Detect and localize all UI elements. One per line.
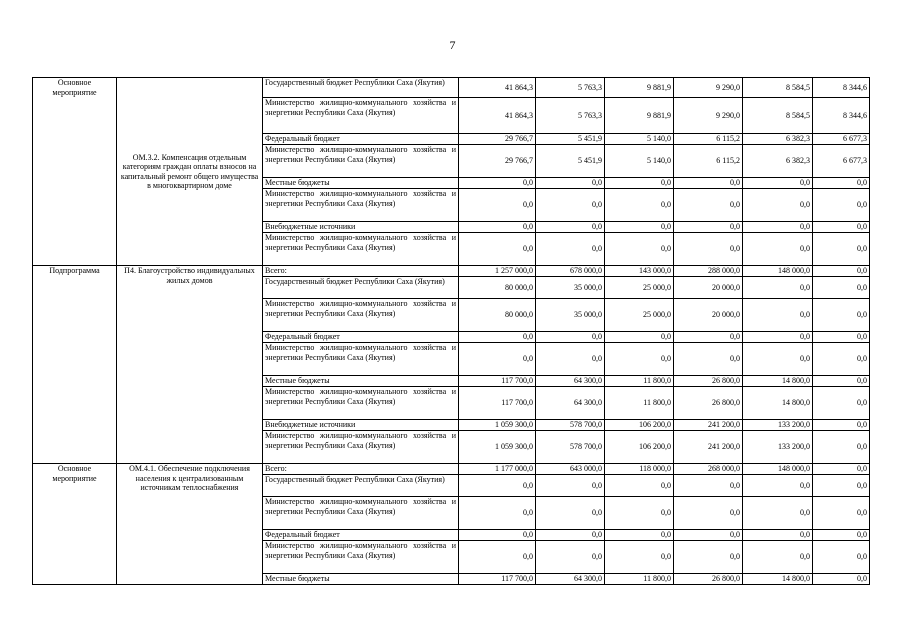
funding-source-cell: Федеральный бюджет — [263, 332, 459, 343]
amount-cell: 288 000,0 — [674, 266, 743, 277]
amount-cell: 5 140,0 — [605, 145, 674, 178]
funding-source-cell: Министерство жилищно-коммунального хозяйства и энергетики Республики Саха (Якутия) — [263, 189, 459, 222]
amount-cell: 0,0 — [459, 222, 536, 233]
amount-cell: 106 200,0 — [605, 431, 674, 464]
funding-source-cell: Местные бюджеты — [263, 574, 459, 585]
amount-cell: 29 766,7 — [459, 145, 536, 178]
amount-cell: 0,0 — [605, 530, 674, 541]
funding-source-cell: Министерство жилищно-коммунального хозяйства и энергетики Республики Саха (Якутия) — [263, 233, 459, 266]
amount-cell: 26 800,0 — [674, 376, 743, 387]
funding-source-cell: Министерство жилищно-коммунального хозяйства и энергетики Республики Саха (Якутия) — [263, 299, 459, 332]
amount-cell: 35 000,0 — [536, 277, 605, 299]
amount-cell: 0,0 — [674, 189, 743, 222]
amount-cell: 25 000,0 — [605, 277, 674, 299]
amount-cell: 268 000,0 — [674, 464, 743, 475]
amount-cell: 6 677,3 — [813, 134, 870, 145]
activity-name-cell: ОМ.4.1. Обеспечение подключения населения к централизованным источникам теплоснабжения — [117, 464, 263, 585]
amount-cell: 26 800,0 — [674, 574, 743, 585]
amount-cell: 0,0 — [743, 222, 813, 233]
funding-source-cell: Всего: — [263, 464, 459, 475]
amount-cell: 6 382,3 — [743, 134, 813, 145]
amount-cell: 0,0 — [813, 541, 870, 574]
amount-cell: 0,0 — [813, 387, 870, 420]
amount-cell: 0,0 — [743, 530, 813, 541]
amount-cell: 0,0 — [459, 178, 536, 189]
funding-source-cell: Министерство жилищно-коммунального хозяйства и энергетики Республики Саха (Якутия) — [263, 145, 459, 178]
amount-cell: 1 257 000,0 — [459, 266, 536, 277]
amount-cell: 41 864,3 — [459, 98, 536, 134]
funding-source-cell: Федеральный бюджет — [263, 134, 459, 145]
amount-cell: 1 059 300,0 — [459, 431, 536, 464]
amount-cell: 0,0 — [605, 332, 674, 343]
amount-cell: 9 881,9 — [605, 78, 674, 98]
amount-cell: 0,0 — [813, 266, 870, 277]
amount-cell: 8 584,5 — [743, 98, 813, 134]
amount-cell: 0,0 — [536, 530, 605, 541]
amount-cell: 0,0 — [536, 222, 605, 233]
amount-cell: 0,0 — [674, 530, 743, 541]
funding-source-cell: Министерство жилищно-коммунального хозяйства и энергетики Республики Саха (Якутия) — [263, 98, 459, 134]
amount-cell: 143 000,0 — [605, 266, 674, 277]
table-row — [33, 78, 870, 98]
amount-cell: 0,0 — [813, 574, 870, 585]
amount-cell: 0,0 — [674, 475, 743, 497]
amount-cell: 0,0 — [459, 233, 536, 266]
amount-cell: 0,0 — [743, 277, 813, 299]
amount-cell: 0,0 — [536, 178, 605, 189]
amount-cell: 0,0 — [459, 475, 536, 497]
amount-cell: 106 200,0 — [605, 420, 674, 431]
amount-cell: 578 700,0 — [536, 431, 605, 464]
funding-source-cell: Всего: — [263, 266, 459, 277]
amount-cell: 118 000,0 — [605, 464, 674, 475]
amount-cell: 0,0 — [674, 541, 743, 574]
amount-cell: 11 800,0 — [605, 376, 674, 387]
amount-cell: 0,0 — [743, 233, 813, 266]
amount-cell: 0,0 — [743, 178, 813, 189]
amount-cell: 133 200,0 — [743, 420, 813, 431]
amount-cell: 41 864,3 — [459, 78, 536, 98]
amount-cell: 0,0 — [743, 475, 813, 497]
activity-type-cell: Основное мероприятие — [33, 464, 117, 585]
amount-cell: 0,0 — [743, 497, 813, 530]
amount-cell: 8 584,5 — [743, 78, 813, 98]
amount-cell: 20 000,0 — [674, 277, 743, 299]
amount-cell: 64 300,0 — [536, 387, 605, 420]
amount-cell: 0,0 — [743, 343, 813, 376]
amount-cell: 26 800,0 — [674, 387, 743, 420]
page-number: 7 — [449, 38, 456, 52]
activity-name-cell: ОМ.3.2. Компенсация отдельным категориям граждан оплаты взносов на капитальный ремонт общего имущества в многоквартирном доме — [117, 78, 263, 266]
amount-cell: 117 700,0 — [459, 376, 536, 387]
funding-source-cell: Местные бюджеты — [263, 376, 459, 387]
amount-cell: 5 451,9 — [536, 145, 605, 178]
amount-cell: 0,0 — [605, 222, 674, 233]
amount-cell: 64 300,0 — [536, 574, 605, 585]
amount-cell: 0,0 — [605, 178, 674, 189]
amount-cell: 0,0 — [743, 332, 813, 343]
funding-source-cell: Министерство жилищно-коммунального хозяйства и энергетики Республики Саха (Якутия) — [263, 431, 459, 464]
amount-cell: 64 300,0 — [536, 376, 605, 387]
amount-cell: 0,0 — [459, 497, 536, 530]
amount-cell: 0,0 — [674, 332, 743, 343]
amount-cell: 0,0 — [536, 475, 605, 497]
activity-name-cell: П4. Благоустройство индивидуальных жилых домов — [117, 266, 263, 464]
amount-cell: 0,0 — [813, 376, 870, 387]
amount-cell: 0,0 — [459, 541, 536, 574]
amount-cell: 0,0 — [674, 497, 743, 530]
funding-source-cell: Местные бюджеты — [263, 178, 459, 189]
amount-cell: 5 763,3 — [536, 98, 605, 134]
funding-source-cell: Внебюджетные источники — [263, 420, 459, 431]
amount-cell: 1 059 300,0 — [459, 420, 536, 431]
amount-cell: 9 881,9 — [605, 98, 674, 134]
amount-cell: 0,0 — [813, 299, 870, 332]
amount-cell: 0,0 — [813, 464, 870, 475]
amount-cell: 6 115,2 — [674, 134, 743, 145]
amount-cell: 0,0 — [536, 343, 605, 376]
funding-source-cell: Министерство жилищно-коммунального хозяйства и энергетики Республики Саха (Якутия) — [263, 343, 459, 376]
amount-cell: 8 344,6 — [813, 98, 870, 134]
funding-source-cell: Государственный бюджет Республики Саха (Якутия) — [263, 78, 459, 98]
amount-cell: 80 000,0 — [459, 277, 536, 299]
amount-cell: 0,0 — [813, 222, 870, 233]
amount-cell: 643 000,0 — [536, 464, 605, 475]
funding-source-cell: Государственный бюджет Республики Саха (Якутия) — [263, 475, 459, 497]
amount-cell: 0,0 — [536, 189, 605, 222]
amount-cell: 0,0 — [813, 233, 870, 266]
amount-cell: 0,0 — [813, 530, 870, 541]
activity-type-cell: Подпрограмма — [33, 266, 117, 464]
amount-cell: 0,0 — [536, 233, 605, 266]
amount-cell: 8 344,6 — [813, 78, 870, 98]
amount-cell: 0,0 — [674, 222, 743, 233]
amount-cell: 9 290,0 — [674, 78, 743, 98]
amount-cell: 0,0 — [605, 189, 674, 222]
amount-cell: 20 000,0 — [674, 299, 743, 332]
amount-cell: 0,0 — [813, 343, 870, 376]
amount-cell: 0,0 — [813, 178, 870, 189]
amount-cell: 14 800,0 — [743, 376, 813, 387]
funding-source-cell: Внебюджетные источники — [263, 222, 459, 233]
amount-cell: 11 800,0 — [605, 574, 674, 585]
amount-cell: 11 800,0 — [605, 387, 674, 420]
amount-cell: 0,0 — [813, 431, 870, 464]
amount-cell: 14 800,0 — [743, 574, 813, 585]
amount-cell: 241 200,0 — [674, 431, 743, 464]
amount-cell: 0,0 — [674, 178, 743, 189]
amount-cell: 0,0 — [605, 541, 674, 574]
amount-cell: 6 677,3 — [813, 145, 870, 178]
amount-cell: 0,0 — [813, 189, 870, 222]
amount-cell: 148 000,0 — [743, 464, 813, 475]
amount-cell: 0,0 — [813, 277, 870, 299]
amount-cell: 0,0 — [674, 343, 743, 376]
amount-cell: 6 382,3 — [743, 145, 813, 178]
amount-cell: 0,0 — [743, 189, 813, 222]
amount-cell: 0,0 — [605, 497, 674, 530]
amount-cell: 148 000,0 — [743, 266, 813, 277]
table-row — [33, 464, 870, 475]
amount-cell: 133 200,0 — [743, 431, 813, 464]
amount-cell: 578 700,0 — [536, 420, 605, 431]
amount-cell: 678 000,0 — [536, 266, 605, 277]
amount-cell: 0,0 — [813, 497, 870, 530]
amount-cell: 29 766,7 — [459, 134, 536, 145]
amount-cell: 0,0 — [605, 475, 674, 497]
funding-source-cell: Министерство жилищно-коммунального хозяйства и энергетики Республики Саха (Якутия) — [263, 387, 459, 420]
amount-cell: 35 000,0 — [536, 299, 605, 332]
table-row — [33, 266, 870, 277]
amount-cell: 9 290,0 — [674, 98, 743, 134]
amount-cell: 117 700,0 — [459, 574, 536, 585]
amount-cell: 1 177 000,0 — [459, 464, 536, 475]
amount-cell: 0,0 — [459, 189, 536, 222]
budget-table — [32, 77, 870, 585]
amount-cell: 25 000,0 — [605, 299, 674, 332]
amount-cell: 0,0 — [605, 343, 674, 376]
funding-source-cell: Министерство жилищно-коммунального хозяйства и энергетики Республики Саха (Якутия) — [263, 497, 459, 530]
amount-cell: 0,0 — [605, 233, 674, 266]
amount-cell: 0,0 — [536, 541, 605, 574]
amount-cell: 0,0 — [459, 530, 536, 541]
amount-cell: 0,0 — [813, 420, 870, 431]
amount-cell: 0,0 — [743, 541, 813, 574]
amount-cell: 0,0 — [813, 332, 870, 343]
amount-cell: 5 763,3 — [536, 78, 605, 98]
amount-cell: 5 451,9 — [536, 134, 605, 145]
amount-cell: 241 200,0 — [674, 420, 743, 431]
amount-cell: 80 000,0 — [459, 299, 536, 332]
amount-cell: 0,0 — [536, 497, 605, 530]
amount-cell: 6 115,2 — [674, 145, 743, 178]
amount-cell: 0,0 — [743, 299, 813, 332]
funding-source-cell: Министерство жилищно-коммунального хозяйства и энергетики Республики Саха (Якутия) — [263, 541, 459, 574]
amount-cell: 0,0 — [459, 332, 536, 343]
amount-cell: 0,0 — [536, 332, 605, 343]
amount-cell: 14 800,0 — [743, 387, 813, 420]
amount-cell: 0,0 — [813, 475, 870, 497]
funding-source-cell: Федеральный бюджет — [263, 530, 459, 541]
funding-source-cell: Государственный бюджет Республики Саха (Якутия) — [263, 277, 459, 299]
amount-cell: 0,0 — [674, 233, 743, 266]
activity-type-cell: Основное мероприятие — [33, 78, 117, 266]
amount-cell: 5 140,0 — [605, 134, 674, 145]
amount-cell: 0,0 — [459, 343, 536, 376]
amount-cell: 117 700,0 — [459, 387, 536, 420]
